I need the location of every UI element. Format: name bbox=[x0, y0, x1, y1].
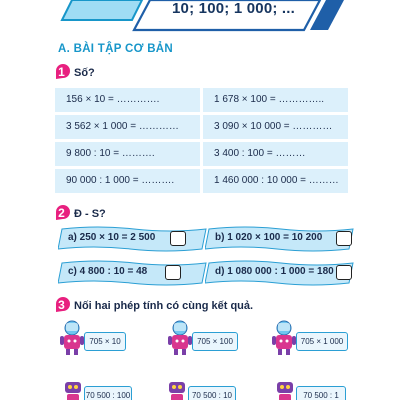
answer-box[interactable] bbox=[336, 265, 352, 280]
grid-cell[interactable]: 1 460 000 : 10 000 = ……… bbox=[203, 169, 348, 193]
statement-text: a) 250 × 10 = 2 500 bbox=[68, 232, 156, 243]
grid-cell[interactable]: 3 090 × 10 000 = ………… bbox=[203, 115, 348, 139]
exercise-1-title: Số? bbox=[74, 67, 95, 79]
statement-text: b) 1 020 × 100 = 10 200 bbox=[215, 232, 323, 243]
exercise-3-title: Nối hai phép tính có cùng kết quả. bbox=[74, 300, 254, 312]
true-false-item bbox=[58, 226, 208, 252]
exercise-2-number: 2 bbox=[58, 206, 65, 220]
grid-cell[interactable]: 1 678 × 100 = ………….. bbox=[203, 88, 348, 112]
answer-box[interactable] bbox=[336, 231, 352, 246]
exercise-1-grid bbox=[55, 88, 348, 194]
expression-box[interactable]: 70 500 : 10 bbox=[188, 386, 236, 400]
exercise-3-number: 3 bbox=[58, 298, 65, 312]
expression-box[interactable]: 70 500 : 1 bbox=[296, 386, 346, 400]
exercise-1-number: 1 bbox=[58, 65, 65, 79]
exercise-1-marker bbox=[54, 63, 74, 83]
expression-box[interactable]: 705 × 10 bbox=[84, 332, 126, 351]
grid-cell[interactable]: 3 400 : 100 = ……… bbox=[203, 142, 348, 166]
exercise-2-marker bbox=[54, 204, 74, 224]
expression-box[interactable]: 705 × 1 000 bbox=[296, 332, 348, 351]
section-title: A. BÀI TẬP CƠ BẢN bbox=[58, 43, 174, 55]
grid-cell[interactable]: 156 × 10 = …………. bbox=[55, 88, 200, 112]
statement-text: c) 4 800 : 10 = 48 bbox=[68, 266, 148, 277]
grid-cell[interactable]: 90 000 : 1 000 = ………. bbox=[55, 169, 200, 193]
grid-cell[interactable]: 3 562 × 1 000 = ………… bbox=[55, 115, 200, 139]
exercise-3-marker bbox=[54, 296, 74, 316]
statement-text: d) 1 080 000 : 1 000 = 180 bbox=[215, 266, 334, 277]
expression-box[interactable]: 705 × 100 bbox=[192, 332, 238, 351]
true-false-item bbox=[58, 260, 208, 286]
answer-box[interactable] bbox=[170, 231, 186, 246]
true-false-item bbox=[205, 226, 355, 252]
exercise-2-title: Đ - S? bbox=[74, 208, 106, 220]
expression-box[interactable]: 70 500 : 100 bbox=[84, 386, 132, 400]
true-false-item bbox=[205, 260, 355, 286]
robot-icon bbox=[60, 380, 86, 400]
robot-icon bbox=[272, 380, 298, 400]
banner-formula: 10; 100; 1 000; ... bbox=[172, 0, 296, 17]
answer-box[interactable] bbox=[165, 265, 181, 280]
grid-cell[interactable]: 9 800 : 10 = ………. bbox=[55, 142, 200, 166]
robot-icon bbox=[164, 380, 190, 400]
header-banner bbox=[0, 0, 400, 36]
